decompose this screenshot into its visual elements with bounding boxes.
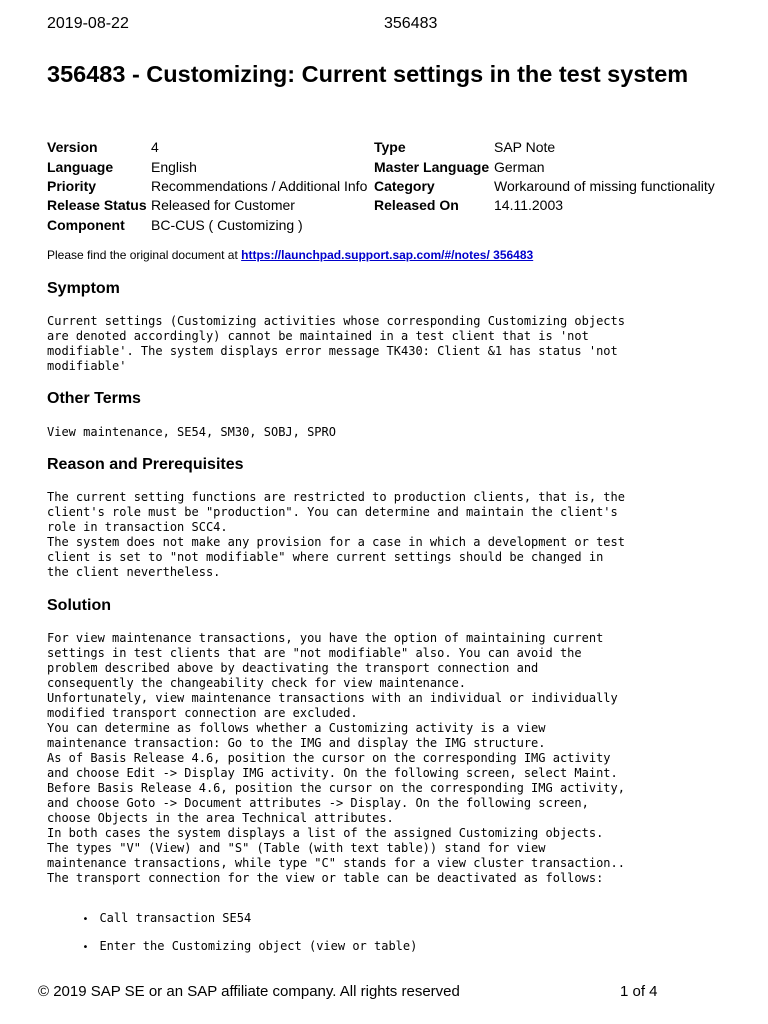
solution-text: For view maintenance transactions, you have the option of maintaining current settings in test clients that are "not modifiable" also. You can avoid the problem described above by deactivating the transport connection and consequently the changeability check for view maintenance. Unfortunately, view maintenance transactions with an individual or individually modified transport connection are excluded. You can determine as follows whether a Customizing activity is a view maintenance transaction: Go to the IMG and display the IMG structure. As of Basis Release 4.6, position the cursor on the corresponding IMG activity and choose Edit -> Display IMG activity. On the following screen, select Maint. Before Basis Release 4.6, position the cursor on the corresponding IMG activity, and choose Goto -> Document attributes -> Display. On the following screen, choose Objects in the area Technical attributes. In both cases the system displays a list of the assigned Customizing objects. The types "V" (View) and "S" (Table (with text table)) stand for view maintenance transactions, while type "C" stands for a view cluster transaction.. The transport connection for the view or table can be deactivated as follows: bbox=[47, 631, 625, 885]
list-item-text: Enter the Customizing object (view or table) bbox=[99, 939, 418, 953]
meta-value-version: 4 bbox=[151, 139, 159, 155]
meta-value-released-on: 14.11.2003 bbox=[494, 197, 564, 213]
meta-label-released-on: Released On bbox=[374, 197, 459, 213]
symptom-text: Current settings (Customizing activities whose corresponding Customizing objects are denoted accordingly) cannot be maintained in a test client that is 'not modifiable'. The system displays error message TK430: Client &1 has status 'not modifiable' bbox=[47, 314, 625, 373]
meta-value-category: Workaround of missing functionality bbox=[494, 178, 715, 194]
other-terms-heading: Other Terms bbox=[47, 390, 141, 407]
original-document-prefix: Please find the original document at bbox=[47, 248, 242, 262]
meta-label-component: Component bbox=[47, 217, 125, 233]
footer-copyright: © 2019 SAP SE or an SAP affiliate company. All rights reserved bbox=[38, 983, 460, 1000]
list-item bbox=[68, 925, 417, 953]
list-item-text: Call transaction SE54 bbox=[99, 911, 252, 925]
meta-label-language: Language bbox=[47, 159, 114, 175]
meta-value-release-status: Released for Customer bbox=[151, 197, 295, 213]
meta-label-version: Version bbox=[47, 139, 98, 155]
reason-text: The current setting functions are restricted to production clients, that is, the client's role must be "production". You can determine and maintain the client's role in transaction SCC4. The system does not make any provision for a case in which a development or test client is set to "not modifiable" where current settings should be changed in the client nevertheless. bbox=[47, 490, 625, 579]
meta-value-component: BC-CUS ( Customizing ) bbox=[151, 217, 303, 233]
meta-label-master-language: Master Language bbox=[374, 159, 490, 175]
header-note-number: 356483 bbox=[384, 15, 438, 32]
meta-label-type: Type bbox=[374, 139, 406, 155]
original-document-line bbox=[47, 248, 533, 262]
bullet-icon: • bbox=[82, 914, 89, 925]
symptom-heading: Symptom bbox=[47, 280, 120, 297]
footer-page-number: 1 of 4 bbox=[620, 983, 658, 1000]
meta-value-type: SAP Note bbox=[494, 139, 556, 155]
header-date: 2019-08-22 bbox=[47, 15, 129, 32]
meta-value-language: English bbox=[151, 159, 197, 175]
bullet-icon: • bbox=[82, 942, 89, 953]
solution-heading: Solution bbox=[47, 597, 111, 614]
list-item bbox=[68, 897, 251, 925]
original-document-link[interactable]: https://launchpad.support.sap.com/#/notes/ 356483 bbox=[241, 248, 534, 262]
meta-label-release-status: Release Status bbox=[47, 197, 147, 213]
meta-label-category: Category bbox=[374, 178, 435, 194]
other-terms-text: View maintenance, SE54, SM30, SOBJ, SPRO bbox=[47, 425, 336, 439]
meta-label-priority: Priority bbox=[47, 178, 97, 194]
meta-value-priority: Recommendations / Additional Info bbox=[151, 178, 368, 194]
reason-heading: Reason and Prerequisites bbox=[47, 456, 244, 473]
page-title: 356483 - Customizing: Current settings in the test system bbox=[47, 61, 689, 87]
meta-value-master-language: German bbox=[494, 159, 545, 175]
